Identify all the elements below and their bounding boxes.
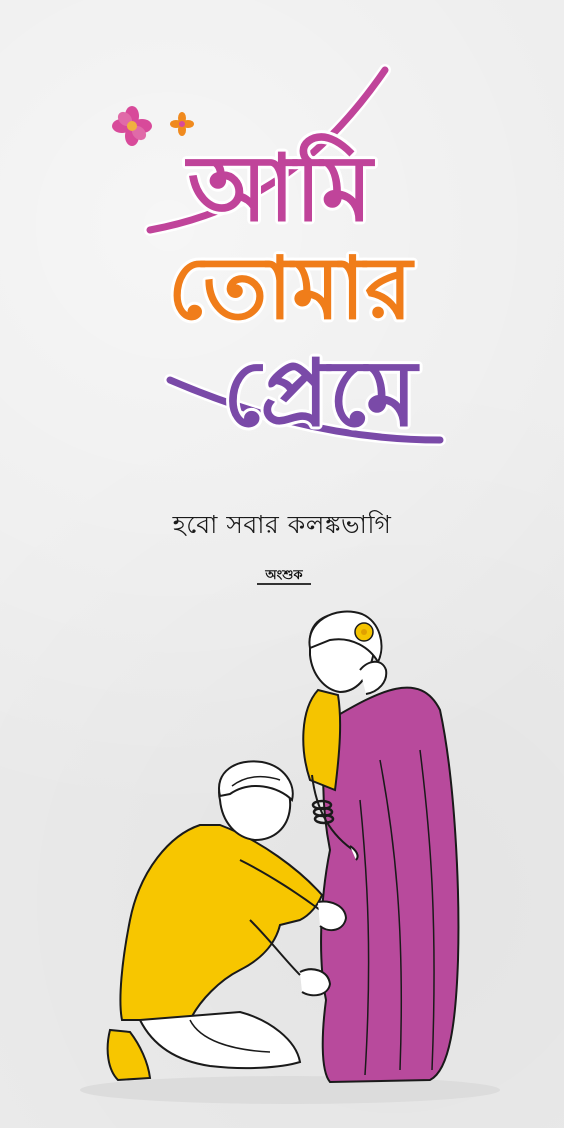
ground-shadow [80,1076,500,1104]
trousers [140,1012,300,1068]
sandal [108,1030,150,1080]
subtitle: হবো সবার কলঙ্কভাগি [172,510,392,539]
small-flower-icon [170,112,194,136]
man-figure [108,761,346,1080]
brand-logo [257,566,311,590]
saree [321,688,458,1082]
logo-text: অংশুক [265,568,303,583]
title-artwork [0,0,564,500]
flower-icon [112,106,152,146]
title-line-1: আমি [187,135,373,242]
woman-figure [303,612,458,1082]
hair-flower-icon [355,623,373,641]
kurta [120,825,322,1020]
logo-tagline-bar [257,583,311,585]
couple-illustration [0,600,564,1128]
blouse [303,690,340,790]
title-line-2: তোমার [167,239,413,339]
title-line-3: প্রেমে [222,340,418,447]
